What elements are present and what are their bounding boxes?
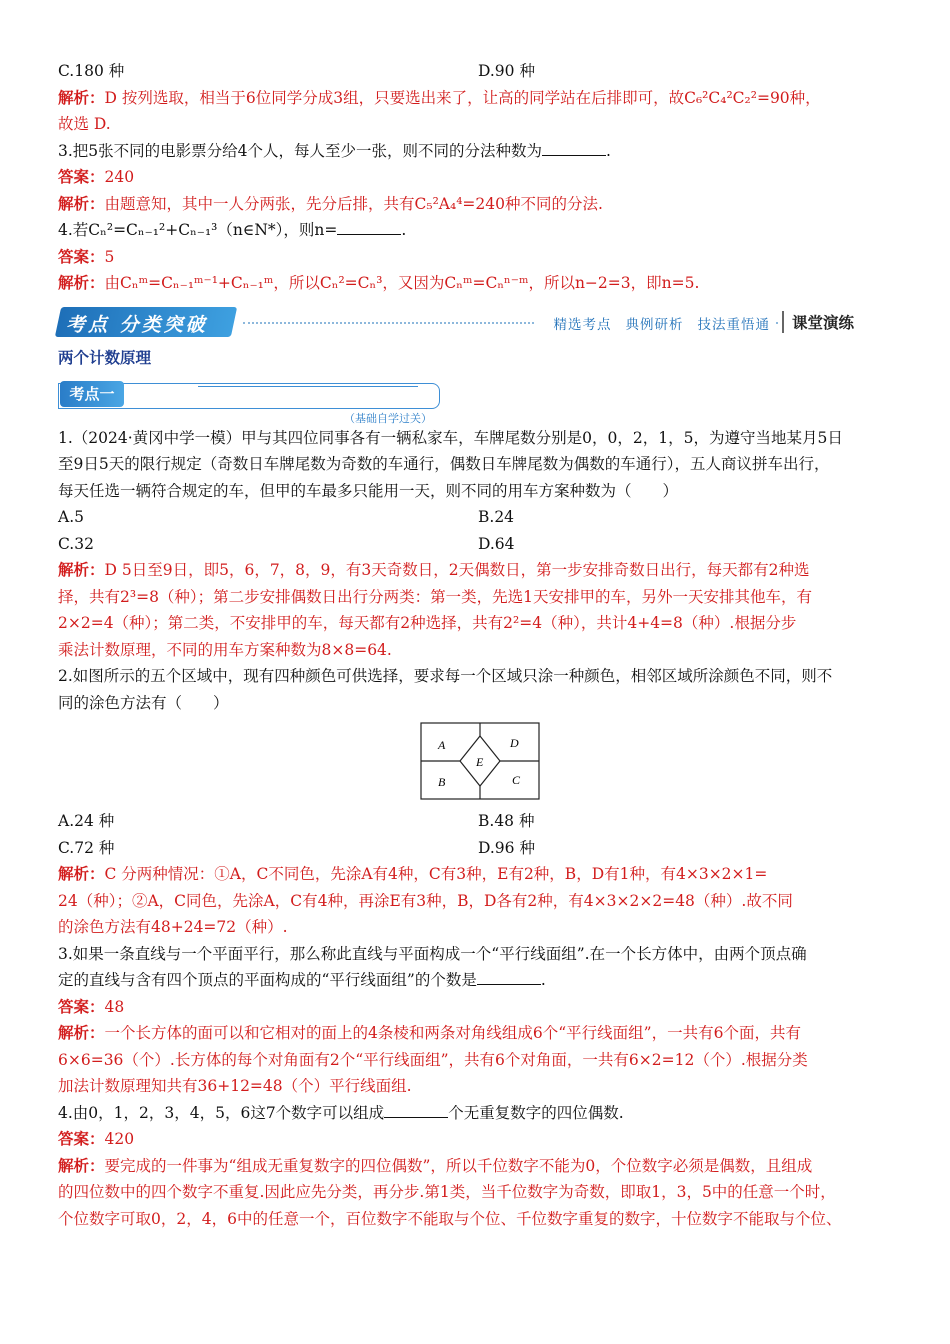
analysis-line (58, 861, 898, 888)
option-row (58, 504, 898, 531)
banner-title: 考点 分类突破 (66, 313, 208, 336)
answer-label: 答案： (58, 167, 105, 186)
analysis-label: 解析： (58, 87, 105, 107)
option-c: C.180 种 (58, 62, 125, 80)
answer-label: 答案： (58, 1129, 105, 1148)
question-4-prev (58, 217, 898, 244)
analysis-label: 解析： (58, 193, 105, 213)
answer-blank (384, 1103, 448, 1118)
analysis-line: 的涂色方法有48+24=72（种）. (58, 918, 288, 936)
analysis-line (58, 557, 898, 584)
option-row (58, 808, 898, 835)
analysis-line: 个位数字可取0，2，4，6中的任意一个，百位数字不能取与个位、千位数字重复的数字，十位数字不能取与个位、 (58, 1209, 842, 1228)
analysis-line: 2×2=4（种）；第二类，不安排甲的车，每天都有2种选择，共有2²=4（种），共计4+4=8（种）.根据分步 (58, 614, 797, 632)
analysis-line (58, 270, 898, 297)
q4-line (58, 1100, 898, 1127)
analysis-line: 6×6=36（个）.长方体的每个对角面有2个“平行线面组”，共有6个对角面，一共有6×2=12（个）.根据分类 (58, 1050, 808, 1069)
analysis-line: 乘法计数原理，不同的用车方案种数为8×8=64. (58, 640, 392, 659)
option-a: A.5 (58, 508, 84, 526)
option-d: D.64 (478, 534, 515, 553)
analysis-line: 的四位数中的四个数字不重复.因此应先分类，再分步.第1类，当千位数字为奇数，即取1，3，5中的任意一个时， (58, 1183, 836, 1201)
region-diagram (420, 722, 540, 800)
section-heading: 两个计数原理 (58, 347, 152, 367)
question-3-prev (58, 138, 898, 165)
answer-value: 48 (104, 997, 125, 1016)
question-text: 4.若Cₙ²=Cₙ₋₁²+Cₙ₋₁³（n∈N*），则n= (58, 221, 338, 239)
option-b: B.48 种 (478, 812, 535, 830)
kaodian-tag: 考点一 (60, 381, 124, 407)
option-row (58, 835, 898, 862)
q1-line: 每天任选一辆符合规定的车，但甲的车最多只能用一天，则不同的用车方案种数为（ ） (58, 481, 679, 500)
q1-line: 1.（2024·黄冈中学一模）甲与其四位同事各有一辆私家车，车牌尾数分别是0，0，2，1，5，为遵守当地某月5日 (58, 428, 843, 447)
region-label-b: B (438, 775, 446, 789)
analysis-line: 24（种）；②A，C同色，先涂A，C有4种，再涂E有3种，B，D各有2种，有4×3×2×2=48（种）.故不同 (58, 891, 793, 910)
analysis-label: 解析： (58, 1155, 105, 1175)
option-d: D.96 种 (478, 838, 535, 857)
option-c: C.32 (58, 534, 94, 553)
banner-right-label: 课堂演练 (782, 311, 854, 333)
question-end: . (540, 971, 546, 989)
option-row (58, 531, 898, 558)
kaodian-header (58, 377, 898, 425)
answer-line (58, 994, 898, 1021)
answer-line (58, 1126, 898, 1153)
question-text: 3.把5张不同的电影票分给4个人，每人至少一张，则不同的分法种数为 (58, 141, 543, 160)
answer-value: 420 (104, 1130, 135, 1148)
analysis-line: 加法计数原理知共有36+12=48（个）平行线面组. (58, 1077, 412, 1095)
analysis-text: D 5日至9日，即5，6，7，8，9，有3天奇数日，2天偶数日，第一步安排奇数日出行，每天都有2种选 (104, 561, 810, 579)
q1-line: 至9日5天的限行规定（奇数日车牌尾数为奇数的车通行，偶数日车牌尾数为偶数的车通行），五人商议拼车出行， (58, 455, 830, 473)
analysis-line (58, 191, 898, 218)
question-text: 定的直线与含有四个顶点的平面构成的“平行线面组”的个数是 (58, 971, 477, 989)
analysis-line (58, 1153, 898, 1180)
analysis-text: 由题意知，其中一人分两张，先分后排，共有C₅²A₄⁴=240种不同的分法. (104, 194, 603, 213)
answer-blank (477, 970, 541, 985)
nav-item: 精选考点 (553, 316, 612, 333)
analysis-text: 一个长方体的面可以和它相对的面上的4条棱和两条对角线组成6个“平行线面组”，一共有6个面，共有 (104, 1024, 801, 1042)
question-end: . (401, 221, 407, 239)
answer-line (58, 244, 898, 271)
q3-line: 3.如果一条直线与一个平面平行，那么称此直线与平面构成一个“平行线面组”.在一个长方体中，由两个顶点确 (58, 944, 807, 963)
region-label-d: D (510, 736, 519, 750)
option-a: A.24 种 (58, 812, 115, 830)
banner-nav (534, 313, 777, 333)
document-page (58, 58, 898, 1232)
answer-value: 5 (104, 247, 115, 266)
option-b: B.24 (478, 508, 515, 526)
nav-item: 典例研析 (625, 316, 684, 333)
analysis-label: 解析： (58, 864, 105, 883)
option-row (58, 58, 898, 85)
q3-line (58, 967, 898, 994)
q2-line: 2.如图所示的五个区域中，现有四种颜色可供选择，要求每一个区域只涂一种颜色，相邻区域所涂颜色不同，则不 (58, 667, 833, 685)
question-end: 个无重复数字的四位偶数. (448, 1103, 624, 1122)
answer-label: 答案： (58, 246, 105, 266)
analysis-label: 解析： (58, 1023, 105, 1042)
analysis-text: 由Cₙᵐ=Cₙ₋₁ᵐ⁻¹+Cₙ₋₁ᵐ，所以Cₙ²=Cₙ³，又因为Cₙᵐ=Cₙⁿ⁻ᵐ，所以n−2=3，即n=5. (104, 274, 700, 292)
question-end: . (606, 141, 611, 160)
question-text: 4.由0，1，2，3，4，5，6这7个数字可以组成 (58, 1103, 385, 1122)
analysis-label: 解析： (58, 560, 105, 579)
analysis-label: 解析： (58, 273, 105, 292)
kaodian-subtitle: （基础自学过关） (344, 411, 432, 425)
kaodian-arrow (198, 386, 418, 387)
analysis-text: C 分两种情况：①A，C不同色，先涂A有4种，C有3种，E有2种，B，D有1种，有4×3×2×1= (104, 865, 768, 883)
answer-label: 答案： (58, 996, 105, 1016)
answer-blank (542, 141, 606, 156)
region-label-a: A (438, 738, 446, 752)
analysis-text: 要完成的一件事为“组成无重复数字的四位偶数”，所以千位数字不能为0，个位数字必须是偶数，且组成 (104, 1156, 813, 1175)
answer-value: 240 (104, 168, 135, 186)
answer-blank (337, 220, 401, 235)
analysis-line (58, 1020, 898, 1047)
answer-line (58, 164, 898, 191)
nav-item: 技法重悟通 (697, 316, 770, 333)
option-d: D.90 种 (478, 62, 535, 80)
q2-line: 同的涂色方法有（ ） (58, 693, 229, 712)
analysis-text: D 按列选取，相当于6位同学分成3组，只要选出来了，让高的同学站在后排即可，故C₆²C₄²C₂²=90种， (104, 88, 821, 107)
option-c: C.72 种 (58, 838, 115, 857)
analysis-line: 择，共有2³=8（种）；第二步安排偶数日出行分两类：第一类，先选1天安排甲的车，另外一天安排其他车，有 (58, 587, 813, 606)
analysis-line: 故选 D. (58, 115, 111, 133)
section-banner (58, 303, 898, 341)
analysis-line (58, 85, 898, 112)
region-label-c: C (512, 773, 521, 787)
region-label-e: E (476, 755, 484, 769)
